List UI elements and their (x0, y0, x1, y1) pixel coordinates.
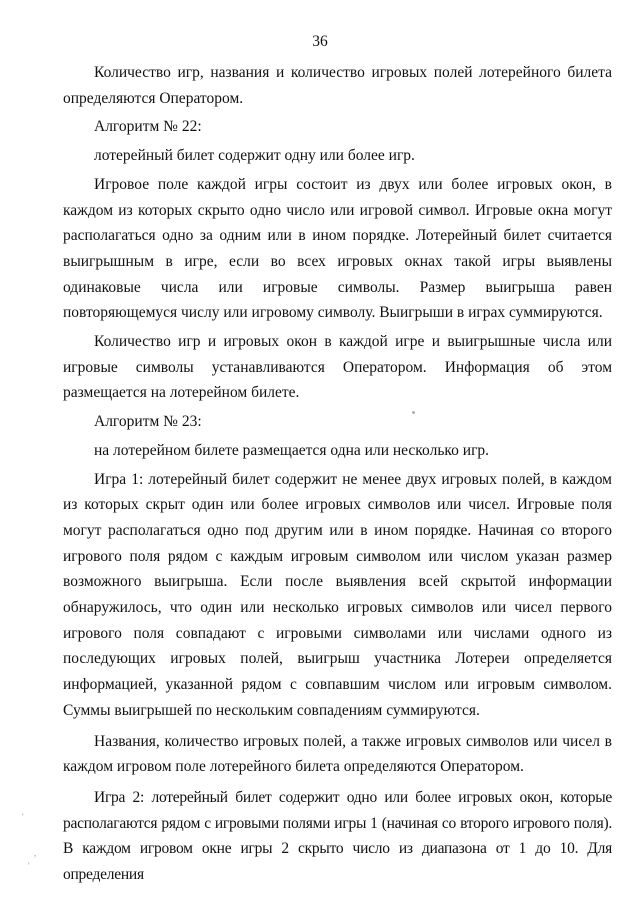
page-number: 36 (312, 33, 328, 50)
paragraph-operator-settings: Количество игр и игровых окон в каждой игре и выигрышные числа или игровые символы устанавливаются Оператором. Информация об этом размещается на лотерейном билете. (63, 333, 612, 402)
scan-artifact: , (34, 848, 37, 858)
document-body (63, 60, 612, 888)
paragraph-game-1: Игра 1: лотерейный билет содержит не менее двух игровых полей, в каждом из которых скрыт один или более игровых символов или чисел. Игровые поля могут располагаться одно под другим или в ином порядке. Начиная со второго игрового поля рядом с каждым игровым символом или числом указан размер возможного выигрыша. Если после выявления всей скрытой информации обнаружилось, что один или несколько игровых символов или чисел первого игрового поля совпадают с игровыми символами или числами одного из последующих игровых полей, выигрыш участника Лотереи определяется информацией, указанной рядом с совпавшим числом или игровым символом. Суммы выигрышей по нескольким совпадениям суммируются. (63, 470, 612, 719)
paragraph-ticket-games: Количество игр, названия и количество игровых полей лотерейного билета определяются Оператором. (63, 64, 612, 107)
scan-speck (412, 411, 415, 414)
paragraph-game-2: Игра 2: лотерейный билет содержит одно или более игровых окон, которые располагаются рядом с игровыми полями игры 1 (начиная со второго игрового поля). В каждом игровом окне игры 2 скрыто число из диапазона от 1 до 10. Для определения (63, 788, 612, 884)
paragraph-game-field-windows: Игровое поле каждой игры состоит из двух или более игровых окон, в каждом из которых скрыто одно число или игровой символ. Игровые окна могут располагаться одно за одним или в ином порядке. Лотерейный билет считается выигрышным в игре, если во всех игровых окнах такой игры выявлены одинаковые числа или игровые символы. Размер выигрыша равен повторяющемуся числу или игровому символу. Выигрыши в играх суммируются. (63, 175, 612, 322)
paragraph-algorithm-23-intro: на лотерейном билете размещается одна или несколько игр. (94, 441, 490, 459)
scan-artifact: ' (28, 861, 30, 871)
scan-artifact: ' (22, 812, 24, 822)
heading-algorithm-23: Алгоритм № 23: (94, 413, 202, 431)
paragraph-algorithm-22-intro: лотерейный билет содержит одну или более игр. (94, 147, 415, 165)
heading-algorithm-22: Алгоритм № 22: (94, 118, 202, 136)
paragraph-game-1-names: Названия, количество игровых полей, а также игровых символов или чисел в каждом игровом поле лотерейного билета определяются Оператором. (63, 732, 612, 776)
